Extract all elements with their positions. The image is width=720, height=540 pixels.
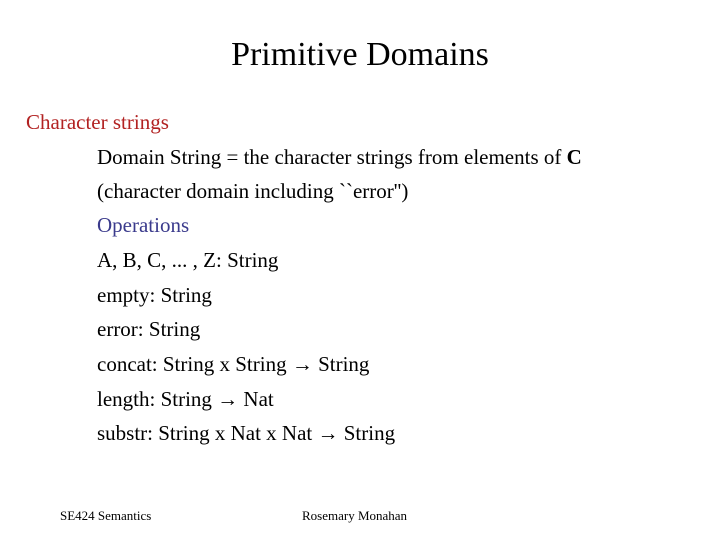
domain-definition-line	[97, 144, 582, 170]
domain-definition-text: Domain String = the character strings from elements of	[97, 145, 567, 169]
operation-item-concat: concat: String x String → String	[97, 352, 370, 376]
operation-item-substr: substr: String x Nat x Nat → String	[97, 421, 396, 445]
operation-item-length: length: String → Nat	[97, 387, 274, 411]
operation-item-empty: empty: String	[97, 283, 212, 307]
operations-label: Operations	[97, 213, 190, 237]
slide-title: Primitive Domains	[231, 36, 489, 73]
footer-author: Rosemary Monahan	[302, 508, 408, 523]
operation-item-letters: A, B, C, ... , Z: String	[97, 248, 279, 272]
footer-course: SE424 Semantics	[60, 508, 152, 523]
domain-definition-symbol: C	[566, 145, 582, 169]
operation-item-error: error: String	[97, 317, 201, 341]
domain-note-line: (character domain including ``error'')	[97, 179, 409, 203]
section-heading: Character strings	[26, 110, 169, 134]
